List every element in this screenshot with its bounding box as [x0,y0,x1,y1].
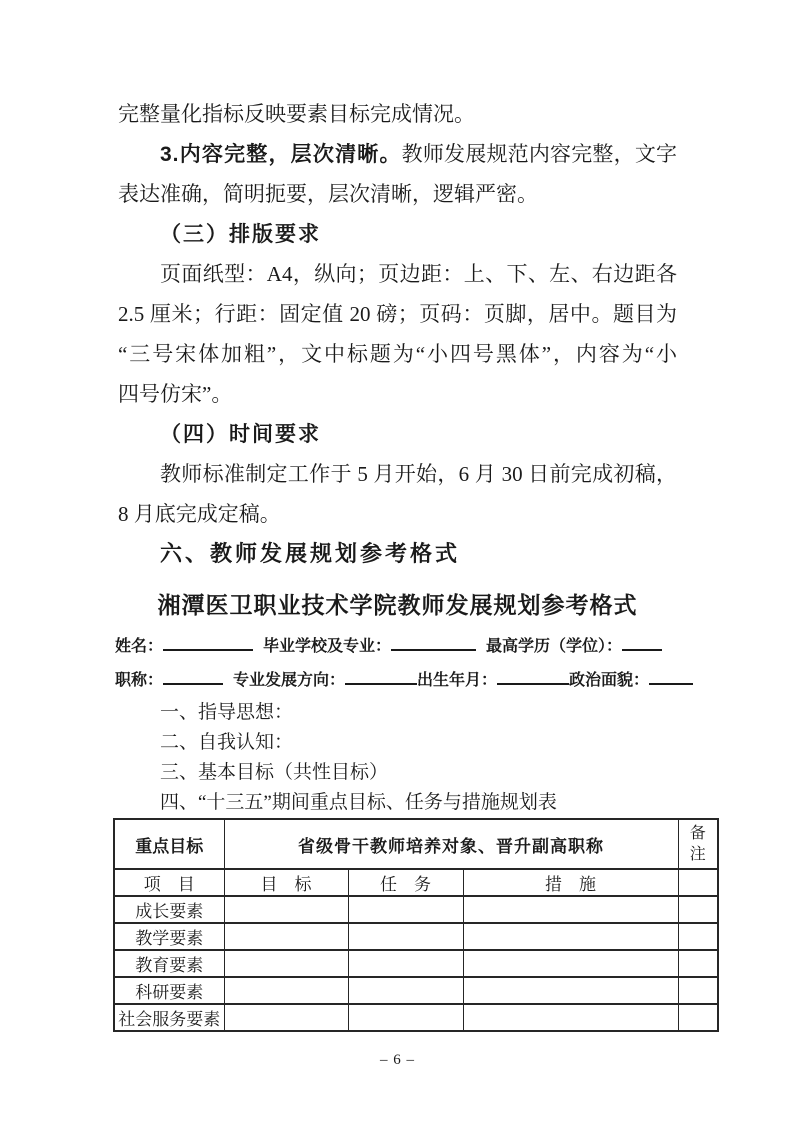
field-label-name: 姓名： [115,638,164,655]
form-row [115,664,677,698]
remark-label: 备注 [689,825,706,863]
empty-cell [348,1004,463,1031]
blank-underline [649,670,693,685]
body-line [118,134,677,174]
body-text: 教师发展规范内容完整，文字 [401,142,678,166]
empty-cell [678,977,718,1004]
blank-underline [345,670,417,685]
blank-underline [391,636,476,651]
section-heading: （四）时间要求 [160,422,321,446]
document-content [115,94,706,1069]
empty-cell [678,896,718,923]
empty-cell [463,977,678,1004]
empty-cell [224,896,348,923]
empty-cell [678,1004,718,1031]
body-line: 2.5 厘米；行距：固定值 20 磅；页码：页脚，居中。题目为 [118,302,677,326]
empty-cell [678,950,718,977]
row-label-cell: 社会服务要素 [114,1004,224,1031]
row-label-cell: 科研要素 [114,977,224,1004]
form-row [115,630,677,664]
field-label-degree: 最高学历（学位）： [486,638,623,655]
row-label-cell: 教育要素 [114,950,224,977]
table-row [114,1004,718,1031]
page-number: – 6 – [380,1052,415,1068]
subheader-item-cell: 项 目 [114,869,224,896]
subheader-goal-cell: 目 标 [224,869,348,896]
empty-cell [224,923,348,950]
field-label-direction: 专业发展方向： [233,672,346,689]
remark-header-cell [678,819,718,869]
row-label-cell: 成长要素 [114,896,224,923]
blank-underline [497,670,569,685]
row-label-cell: 教学要素 [114,923,224,950]
empty-cell [463,896,678,923]
planning-table [113,818,719,1032]
outline-list [160,698,677,818]
empty-cell [224,950,348,977]
table-subheader-row [114,869,718,896]
list-item: 三、基本目标（共性目标） [160,762,389,783]
list-item: 四、“十三五”期间重点目标、任务与措施规划表 [160,792,557,813]
field-label-birth: 出生年月： [417,672,498,689]
list-item: 一、指导思想： [160,702,294,723]
empty-cell [463,923,678,950]
key-goal-value-cell: 省级骨干教师培养对象、晋升副高职称 [224,819,678,869]
subheader-task-cell: 任 务 [348,869,463,896]
body-line: 页面纸型：A4，纵向；页边距：上、下、左、右边距各 [160,262,677,286]
form-fields [115,630,677,698]
table-header-row [114,819,718,869]
empty-cell [348,977,463,1004]
empty-cell [224,977,348,1004]
body-line: 教师标准制定工作于 5 月开始，6 月 30 日前完成初稿， [160,462,677,486]
key-goal-label-cell: 重点目标 [114,819,224,869]
empty-cell [678,923,718,950]
section-heading: 六、教师发展规划参考格式 [160,541,461,566]
list-item: 二、自我认知： [160,732,294,753]
inline-heading: 3.内容完整，层次清晰。 [160,143,402,166]
empty-cell [224,1004,348,1031]
empty-cell [463,1004,678,1031]
empty-cell [678,869,718,896]
body-line: 表达准确，简明扼要，层次清晰，逻辑严密。 [118,182,538,206]
blank-underline [163,636,253,651]
table-row [114,977,718,1004]
form-title: 湘潭医卫职业技术学院教师发展规划参考格式 [157,592,638,618]
field-label-job-title: 职称： [115,672,164,689]
body-line: 完整量化指标反映要素目标完成情况。 [118,102,475,126]
body-line: 8 月底完成定稿。 [118,502,281,526]
empty-cell [348,950,463,977]
table-row [114,896,718,923]
body-line: “三号宋体加粗”，文中标题为“小四号黑体”，内容为“小 [118,342,677,366]
table-row [114,950,718,977]
subheader-measure-cell: 措 施 [463,869,678,896]
field-label-school-major: 毕业学校及专业： [263,638,392,655]
empty-cell [463,950,678,977]
empty-cell [348,896,463,923]
field-label-political: 政治面貌： [569,672,650,689]
blank-underline [163,670,223,685]
empty-cell [348,923,463,950]
table-row [114,923,718,950]
blank-underline [622,636,662,651]
body-line: 四号仿宋”。 [118,382,233,406]
section-heading: （三）排版要求 [160,222,321,246]
